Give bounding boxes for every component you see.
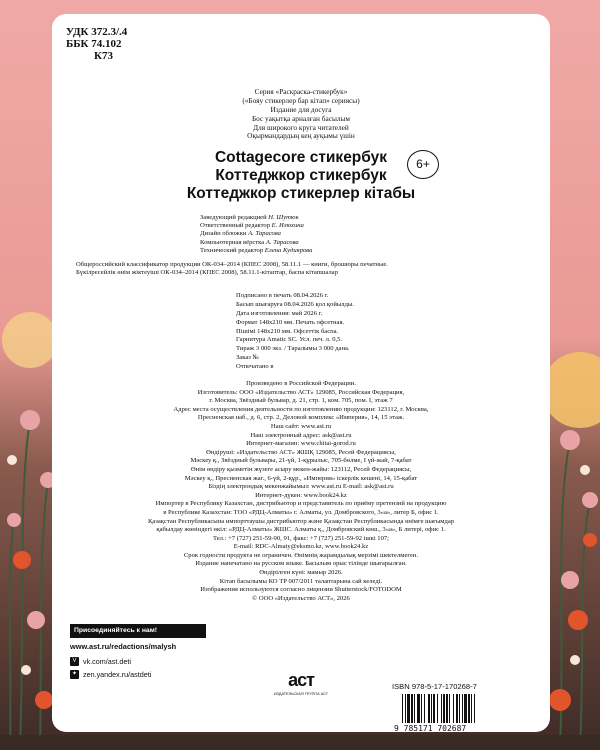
barcode-digits: 9 785171 702687 (394, 724, 467, 732)
publisher-line: Импортер в Республику Казахстан, дистрибьютор и представитель по приёму претензий на продукцию (155, 500, 447, 508)
credit-line: Ответственный редактор Е. Илюхина (200, 222, 304, 230)
logo-caption: ИЗДАТЕЛЬСКАЯ ГРУППА АСТ (273, 692, 329, 696)
publisher-line: қабылдау жөніндегі өкіл: «РДЦ-Алматы» ЖШС. Алматы қ., Домбровский көш., 3«а», Б литері, офис 1. (156, 526, 446, 534)
publisher-line: Изображения используются согласно лицензии Shutterstock/FOTODOM (200, 586, 402, 594)
publisher-line: Кітап басылымы КО ТР 007/2011 талаптарына сай келеді. (219, 577, 383, 585)
join-us-banner: Присоединяйтесь к нам! (70, 624, 206, 638)
publisher-line: Қазақстан Республикасына импорттаушы дистрибьютор және Қазақстан Республикасында өнімге шағымдар (147, 517, 455, 525)
series-line: Оқырмандардың кең ауқымы үшін (247, 131, 355, 141)
author-mark: К73 (94, 50, 113, 62)
publisher-line: Өндірілген күні: мамыр 2026. (259, 569, 343, 577)
print-line: Гарнитура Amatic SC. Усл. печ. л. 0,5. (236, 336, 343, 344)
site-link[interactable]: www.ast.ru/redactions/malysh (70, 642, 177, 651)
publisher-line: Адрес места осуществления деятельности по изготовлению продукции: 123112, г. Москва, (173, 405, 429, 413)
publisher-line: в Республике Казахстан: ТОО «РДЦ-Алматы» г. Алматы, ул. Домбровского, 3«а», литер Б, офис 1. (163, 508, 439, 516)
zen-link[interactable] (70, 670, 151, 679)
series-line: («Бояу стикерлер бар кітап» сериясы) (242, 95, 360, 105)
series-line: Для широкого круга читателей (253, 122, 349, 132)
print-line: Формат 148х210 мм. Печать офсетная. (236, 318, 345, 326)
print-line: Пішімі 148х210 мм. Офсеттік баспа. (236, 327, 339, 335)
print-line: Тираж 3 000 экз. / Таралымы 3 000 дана. (236, 345, 350, 353)
series-block (52, 88, 550, 141)
publisher-line: г. Москва, Звёздный бульвар, д. 21, стр. 1, ком. 705, пом. I, этаж 7 (209, 397, 393, 405)
publisher-line: Произведено в Российской Федерации. (246, 380, 356, 387)
publisher-line: Изготовитель: ООО «Издательство АСТ» 129085, Российская Федерация, (197, 388, 405, 396)
title-line: Коттеджкор стикерлер кітабы (186, 185, 416, 202)
udk-code: УДК 372.3/.4 (66, 26, 128, 38)
publisher-info-block (52, 380, 550, 603)
publisher-line: Интернет-дүкен: www.book24.kz (255, 491, 347, 499)
publisher-line: Өнім өндіру қызметін жүзеге асыру мекен-жайы: 123112, Ресей Федерациясы, (190, 465, 412, 473)
publisher-line: Наш электронный адрес: ask@ast.ru (250, 431, 352, 439)
publisher-line: E-mail: RDC-Almaty@eksmo.kz, www.book24.kz (233, 543, 369, 551)
print-line: Басып шығаруға 08.04.2026 қол қойылды. (236, 300, 355, 308)
imprint-panel (52, 14, 550, 732)
zen-icon: ✦ (71, 671, 78, 677)
print-line: Отпечатано в (236, 363, 274, 371)
publisher-line: Тел.: +7 (727) 251-59-90, 91, факс: +7 (727) 251-59-92 ішкі 107; (212, 534, 390, 542)
print-info-block (236, 292, 354, 372)
vk-link[interactable] (70, 657, 131, 666)
series-line: Серия «Раскраска-стикербук» (254, 87, 348, 96)
publisher-line: © ООО «Издательство АСТ», 2026 (252, 594, 350, 602)
publisher-line: Өндіруші: «Издательство АСТ» ЖШҚ 129085, Ресей Федерациясы, (206, 448, 396, 456)
credit-line: Компьютерная вёрстка А. Тарасова (200, 238, 299, 246)
publisher-line: Срок годности продукта не ограничен. Өнімнің жарамдылық мерзімі шектелмеген. (183, 551, 419, 559)
publisher-line: Наш сайт: www.ast.ru (270, 422, 332, 430)
title-line: Cottagecore стикербук (214, 149, 388, 166)
series-line: Бос уақытқа арналған басылым (251, 113, 351, 123)
classifier-block (76, 261, 388, 278)
publisher-line: Пресненская наб., д. 6, стр. 2, Деловой комплекс «Империя», 14, 15 этаж. (197, 414, 405, 422)
book-titles (52, 149, 550, 203)
publisher-line: Издание напечатано на русском языке. Басылым орыс тілінде шығарылған. (195, 560, 407, 568)
print-line: Заказ № (236, 354, 259, 362)
print-line: Дата изготовления: май 2026 г. (236, 309, 323, 317)
publisher-logo (262, 670, 340, 696)
udk-block (66, 26, 127, 62)
credit-line: Технический редактор Елена Кудиярова (200, 246, 313, 254)
credits-block (200, 214, 312, 255)
series-line: Издание для досуга (270, 104, 332, 114)
credit-line: Заведующий редакцией Н. Шутюк (200, 214, 299, 221)
title-line: Коттеджкор стикербук (215, 167, 387, 184)
classifier-line: Общероссийский классификатор продукции ОК-034–2014 (КПЕС 2008), 58.11.1 — книги, брошюры печатные. (76, 261, 388, 268)
publisher-line: Интернет-магазин: www.chitai-gorod.ru (246, 440, 356, 448)
publisher-line: Мәскеу қ., Звёздный бульвары, 21-үй, 1-құрылыс, 705-бөлме, I үй-жай, 7-қабат (190, 457, 412, 465)
age-rating-badge: 6+ (407, 150, 439, 179)
print-line: Подписано в печать 08.04.2026 г. (236, 292, 329, 299)
bbk-code: ББК 74.102 (66, 38, 122, 50)
zen-url: zen.yandex.ru/astdeti (83, 670, 152, 679)
vk-url: vk.com/ast.deti (83, 657, 131, 666)
vk-icon: V (70, 657, 79, 666)
barcode (394, 694, 526, 732)
logo-mark: аст (288, 670, 314, 690)
publisher-line: Біздің электрондық мекенжайымыз: www.ast.ru E-mail: ask@ast.ru (208, 483, 394, 491)
credit-line: Дизайн обложки А. Тарасова (200, 230, 281, 238)
isbn-label: ISBN 978-5-17-170268-7 (392, 682, 477, 691)
publisher-line: Мәскеу қ., Пресненская жаг., 6-үй, 2-құр., «Империя» іскерлік кешені, 14, 15-қабат (184, 474, 418, 482)
classifier-line: Бүкілресейлік өнім жіктеуіші ОК-034–2014 (КПЕС 2008), 58.11.1-кітаптар, баспа кітапшалар (76, 269, 338, 277)
